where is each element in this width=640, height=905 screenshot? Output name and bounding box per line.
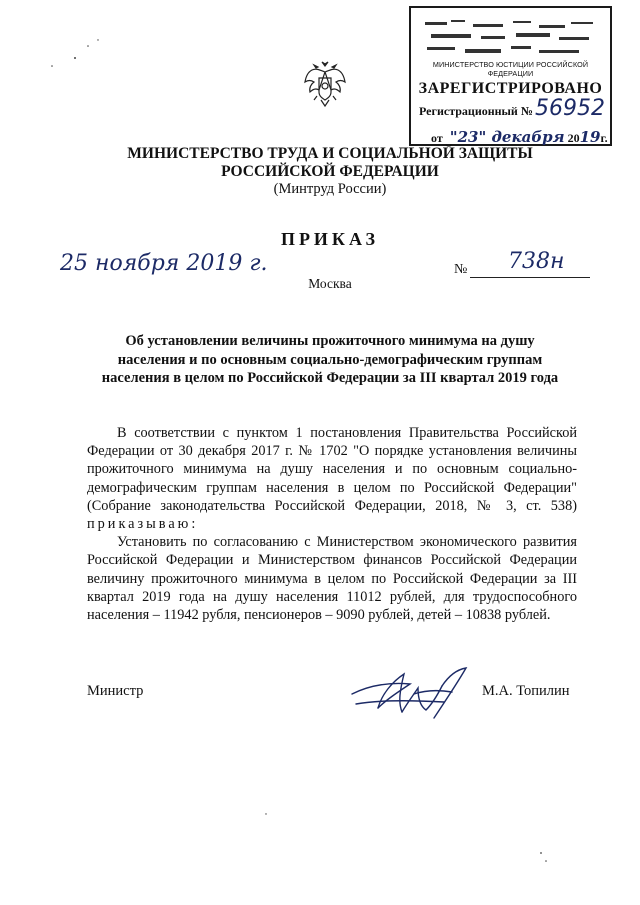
stamp-date-handwritten: "23" декабря xyxy=(449,128,565,146)
signatory-name: М.А. Топилин xyxy=(482,683,570,699)
order-number-handwritten: 738н xyxy=(508,249,565,274)
stamp-year-handwritten: 19 xyxy=(579,128,601,146)
stamp-year-prefix: 20 xyxy=(567,131,580,145)
stamp-title: ЗАРЕГИСТРИРОВАНО xyxy=(418,80,603,97)
ministry-name-line2: РОССИЙСКОЙ ФЕДЕРАЦИИ xyxy=(221,163,439,180)
city: Москва xyxy=(308,276,352,291)
title-line3: населения в целом по Российской Федерации за III квартал 2019 года xyxy=(101,370,559,386)
document-type: ПРИКАЗ xyxy=(280,229,380,249)
order-number-label: № xyxy=(454,262,468,277)
stamp-year-suffix: г. xyxy=(600,131,608,145)
ministry-name-line1: МИНИСТЕРСТВО ТРУДА И СОЦИАЛЬНОЙ ЗАЩИТЫ xyxy=(127,145,533,162)
title-line2: населения и по основным социально-демографическим группам xyxy=(117,351,543,368)
decision-paragraph: Установить по согласованию с Министерством экономического развития Российской Федерации и Министерством финансов Российской Федерации величину прожиточного минимума в целом по Российской Федерации за III квартал 2019 года на душу населения 11012 рублей, для трудоспособного населения – 11942 рубля, пенсионеров – 9090 рублей, детей – 10838 рублей. xyxy=(87,534,577,624)
stamp-reg-number: 56952 xyxy=(535,96,605,121)
order-word: приказываю: xyxy=(87,516,199,533)
ministry-short-name: (Минтруд России) xyxy=(273,181,387,197)
signatory-position: Министр xyxy=(87,683,144,699)
stamp-date-prefix: от xyxy=(431,131,443,145)
order-date-handwritten: 25 ноября 2019 г. xyxy=(60,251,268,276)
title-line1: Об установлении величины прожиточного минимума на душу xyxy=(125,333,535,349)
stamp-reg-label: Регистрационный № xyxy=(419,104,533,118)
stamp-organization: МИНИСТЕРСТВО ЮСТИЦИИ РОССИЙСКОЙ ФЕДЕРАЦИИ xyxy=(432,60,589,78)
preamble-text: В соответствии с пунктом 1 постановления Правительства Российской Федерации от 30 декабря 2017 г. № 1702 "О порядке установления величины прожиточного минимума на душу населения и по основным социально-демографическим группам населения в целом по Российской Федерации" (Собрание законодательства Российской Федерации, 2018, № 3, ст. 538) xyxy=(87,425,577,514)
